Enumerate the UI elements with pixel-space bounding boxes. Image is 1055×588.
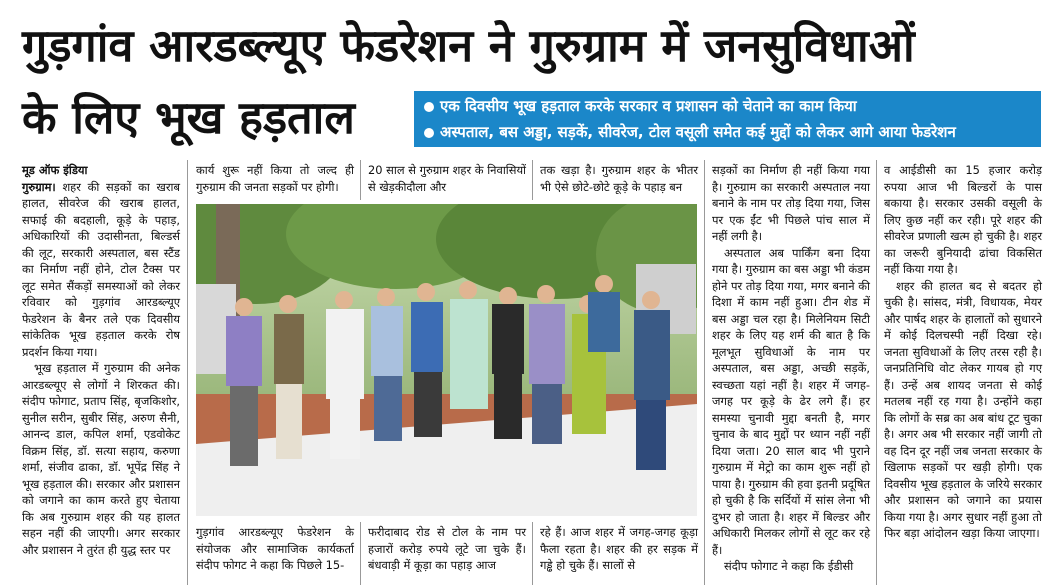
subheadline-item: अस्पताल, बस अड्डा, सड़कें, सीवरेज, टोल वसूली समेत कई मुद्दों को लेकर आगे आया फेडरेशन — [424, 119, 1031, 145]
article-column-4-top: तक खड़ा है। गुरुग्राम शहर के भीतर भी ऐसे छोटे-छोटे कूड़े के पहाड़ बन — [540, 163, 698, 194]
article-column-4-bottom: रहे हैं। आज शहर में जगह-जगह कूड़ा फैला रहता है। शहर की हर सड़क में गड्ढे हो चुके हैं। सालों से — [540, 525, 698, 572]
column-divider — [360, 160, 361, 200]
byline-place: गुरुग्राम। — [22, 179, 56, 194]
article-column-6 — [884, 162, 1042, 542]
column-divider — [360, 522, 361, 585]
headline-line-1: गुड़गांव आरडब्ल्यूए फेडरेशन ने गुरुग्राम में जनसुविधाओं — [22, 19, 915, 72]
paragraph: भूख हड़ताल में गुरुग्राम की अनेक आरडब्ल्यूए से लोगों ने शिरकत की। संदीप फोगाट, प्रताप सिंह, बृजकिशोर, सुनील सरीन, सुबीर सिंह, अरुण सैनी, आनन्द डाल, कपिल शर्मा, एडवोकेट विक्रम सिंह, डॉ. सत्या सहाय, करुणा शर्मा, संजीव ढाका, डॉ. भूपेंद्र सिंह ने भूख हड़ताल की। सरकार और प्रशासन को जगाने का काम करते हुए चेताया कि अब गुरुग्राम शहर की यह हालत सहन नहीं की जाएगी। अगर सरकार और प्रशासन ने तुरंत ही युद्ध स्तर पर — [22, 361, 180, 557]
paragraph: शहर की हालत बद से बदतर हो चुकी है। सांसद, मंत्री, विधायक, मेयर और पार्षद शहर के हालातों को सुधारने में कोई दिलचस्पी नहीं दिखा रहे। जनता सुविधाओं के लिए तरस रही है। जनप्रतिनिधि वोट लेकर गायब हो गए हैं। उन्हें अब शायद जनता से कोई मतलब नहीं रह गया है। उन्होंने कहा कि लोगों के सब्र का अब बांध टूट चुका है। अगर अब भी सरकार नहीं जागी तो वह दिन दूर नहीं जब जनता सरकार के खिलाफ सड़कों पर खड़ी होगी। एक दिवसीय भूख हड़ताल के जरिये सरकार और प्रशासन को जगाने का प्रयास किया गया है। अगर सुधार नहीं हुआ तो फिर बड़ा आंदोलन खड़ा किया जाएगा। — [884, 278, 1042, 540]
paragraph: संदीप फोगाट ने कहा कि ईडीसी — [724, 559, 854, 573]
paragraph: शहर की सड़कों का खराब हालत, सीवरेज की खराब हालत, सफाई की बदहाली, कूड़े के पहाड़, अधिकारियों की उदासीनता, बिल्डर्स की लूट, सरकारी अस्पताल, बस स्टैंड का निर्माण नहीं होने, टोल टैक्स पर लूट समेत सैंकड़ों समस्याओं को लेकर रविवार को गुड़गांव आरडब्ल्यूए फेडरेशन के बैनर तले एक दिवसीय सांकेतिक भूख हड़ताल करके रोष प्रदर्शन किया गया। — [22, 179, 180, 359]
byline-name: मूड ऑफ इंडिया — [22, 163, 88, 177]
article-column-2-top: कार्य शुरू नहीं किया तो जल्द ही गुरुग्राम की जनता सड़कों पर होगी। — [196, 163, 354, 194]
article-column-2-bottom: गुड़गांव आरडब्ल्यूए फेडरेशन के संयोजक और सामाजिक कार्यकर्ता संदीप फोगट ने कहा कि पिछले 15- — [196, 525, 354, 572]
paragraph: सड़कों का निर्माण ही नहीं किया गया है। गुरुग्राम का सरकारी अस्पताल नया बनाने के नाम पर तोड़ दिया गया, जिस पर एक ईंट भी पिछले पांच साल में नहीं लगी है। — [712, 163, 870, 243]
paragraph: व आईडीसी का 15 हजार करोड़ रुपया आज भी बिल्डरों के पास बकाया है। सरकार उसकी वसूली के लिए कुछ नहीं कर रही। पूरे शहर की सीवरेज प्रणाली खत्म हो चुकी है। शहर का जरूरी बुनियादी ढांचा विकसित नहीं किया गया है। — [884, 163, 1042, 276]
paragraph: अस्पताल अब पार्किंग बना दिया गया है। गुरुग्राम का बस अड्डा भी कंडम होने पर तोड़ दिया गया, मगर बनाने की दिशा में काम नहीं हुआ। टीन शेड में बस अड्डा चल रहा है। मिलेनियम सिटी शहर के लिए यह शर्म की बात है कि मूलभूत सुविधाओं के नाम पर अस्पताल, बस अड्डा, अच्छी सड़कें, स्वच्छता यहां नहीं है। शहर में जगह-जगह पर कूड़े के ढेर लगे हैं। हर समस्या चुनावी मुद्दा बनती है, मगर चुनाव के बाद मुद्दों पर ध्यान नहीं नहीं दिया जता। 20 साल बाद भी पुराने गुरुग्राम में मेट्रो का काम शुरू नहीं हो पाया है। गुरुग्राम की हवा इतनी प्रदूषित हो चुकी है कि सर्दियों में सांस लेना भी दुभर हो जाता है। शहर में बिल्डर और अधिकारी मिलकर लोगों से लूट कर रहे हैं। — [712, 245, 870, 557]
headline-line-2: के लिए भूख हड़ताल — [22, 91, 355, 144]
article-column-3-bottom: फरीदाबाद रोड से टोल के नाम पर हजारों करोड़ रुपये लूटे जा चुके हैं। बंधवाड़ी में कूड़ा का पहाड़ आज — [368, 525, 526, 572]
column-divider — [532, 522, 533, 585]
column-divider — [704, 160, 705, 585]
bullet-icon — [424, 102, 434, 112]
article-column-5 — [712, 162, 870, 575]
article-column-3-top: 20 साल से गुरुग्राम शहर के निवासियों से खेड़कीदौला और — [368, 163, 526, 194]
protest-photo-illustration — [196, 204, 697, 516]
protest-photo — [196, 204, 697, 516]
bullet-icon — [424, 128, 434, 138]
subheadline-box — [414, 91, 1041, 147]
column-divider — [876, 160, 877, 585]
column-divider — [532, 160, 533, 200]
subheadline-item: एक दिवसीय भूख हड़ताल करके सरकार व प्रशासन को चेताने का काम किया — [424, 93, 1031, 119]
article-column-1 — [22, 162, 180, 558]
column-divider — [187, 160, 188, 585]
